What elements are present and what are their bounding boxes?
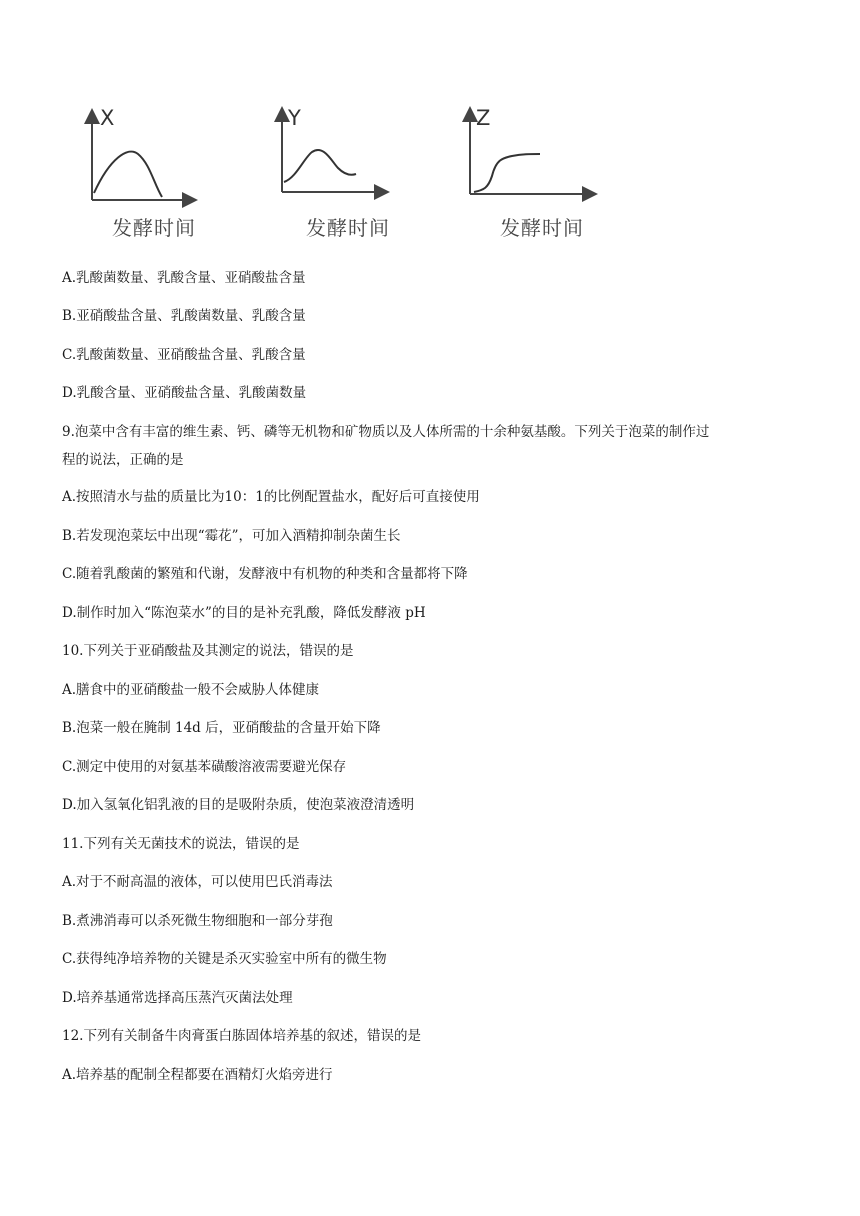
q10-option-d: D.加入氢氧化铝乳液的目的是吸附杂质，使泡菜液澄清透明 <box>62 797 415 813</box>
q9-option-c: C.随着乳酸菌的繁殖和代谢，发酵液中有机物的种类和含量都将下降 <box>62 566 468 582</box>
q8-option-b: B.亚硝酸盐含量、乳酸菌数量、乳酸含量 <box>62 308 306 324</box>
figure-y-label: Y <box>288 106 301 130</box>
q11-option-b: B.煮沸消毒可以杀死微生物细胞和一部分芽孢 <box>62 913 333 929</box>
curve-z <box>474 154 540 192</box>
q11-option-c: C.获得纯净培养物的关键是杀灭实验室中所有的微生物 <box>62 951 387 967</box>
q10-option-c: C.测定中使用的对氨基苯磺酸溶液需要避光保存 <box>62 759 347 775</box>
q9-option-a: A.按照清水与盐的质量比为10：1的比例配置盐水，配好后可直接使用 <box>62 489 480 505</box>
figure-x <box>78 96 248 246</box>
figure-z-caption: 发酵时间 <box>500 216 584 240</box>
curve-x <box>94 152 162 197</box>
q8-option-d: D.乳酸含量、亚硝酸盐含量、乳酸菌数量 <box>62 385 307 401</box>
q11-option-a: A.对于不耐高温的液体，可以使用巴氏消毒法 <box>62 874 333 890</box>
q9-option-d: D.制作时加入“陈泡菜水”的目的是补充乳酸，降低发酵液 pH <box>62 605 426 621</box>
q9-stem-line1: 9.泡菜中含有丰富的维生素、钙、磷等无机物和矿物质以及人体所需的十余种氨基酸。下列关于泡菜的制作过 <box>62 424 710 440</box>
q10-option-a: A.膳食中的亚硝酸盐一般不会威胁人体健康 <box>62 682 320 698</box>
figure-y-caption: 发酵时间 <box>306 216 390 240</box>
q11-stem: 11.下列有关无菌技术的说法，错误的是 <box>62 836 300 852</box>
figure-y <box>266 96 436 246</box>
q9-option-b: B.若发现泡菜坛中出现“霉花”，可加入酒精抑制杂菌生长 <box>62 528 401 544</box>
q10-stem: 10.下列关于亚硝酸盐及其测定的说法，错误的是 <box>62 643 354 659</box>
fermentation-figures <box>78 96 618 246</box>
q10-option-b: B.泡菜一般在腌制 14d 后，亚硝酸盐的含量开始下降 <box>62 720 381 736</box>
figure-x-caption: 发酵时间 <box>112 216 196 240</box>
curve-y <box>284 150 356 182</box>
figure-z-label: Z <box>476 106 491 130</box>
q8-option-c: C.乳酸菌数量、亚硝酸盐含量、乳酸含量 <box>62 347 306 363</box>
figure-x-label: X <box>100 106 115 130</box>
q12-option-a: A.培养基的配制全程都要在酒精灯火焰旁进行 <box>62 1067 333 1083</box>
q12-stem: 12.下列有关制备牛肉膏蛋白胨固体培养基的叙述，错误的是 <box>62 1028 421 1044</box>
figure-z <box>456 96 626 246</box>
q9-stem-line2: 程的说法，正确的是 <box>62 452 184 468</box>
q11-option-d: D.培养基通常选择高压蒸汽灭菌法处理 <box>62 990 293 1006</box>
q8-option-a: A.乳酸菌数量、乳酸含量、亚硝酸盐含量 <box>62 270 306 286</box>
